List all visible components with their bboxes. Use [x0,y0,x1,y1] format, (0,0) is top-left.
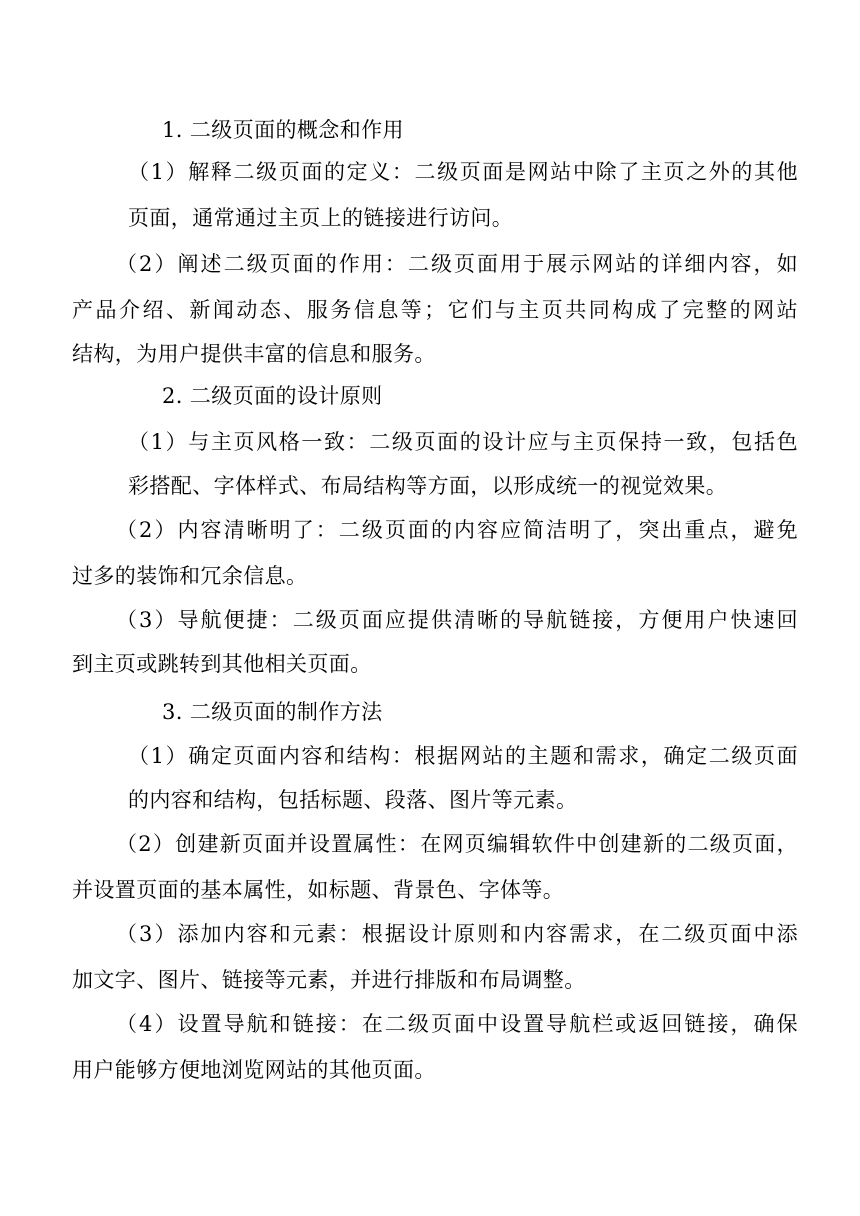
paragraph-line: （2）内容清晰明了：二级页面的内容应简洁明了，突出重点，避免 [116,518,798,542]
paragraph-line: （1）确定页面内容和结构：根据网站的主题和需求，确定二级页面 [128,744,798,768]
paragraph-line: （1）解释二级页面的定义：二级页面是网站中除了主页之外的其他 [128,160,798,184]
paragraph-line: 加文字、图片、链接等元素，并进行排版和布局调整。 [72,968,586,992]
paragraph-line: 产品介绍、新闻动态、服务信息等；它们与主页共同构成了完整的网站 [72,298,798,322]
paragraph-line: （1）与主页风格一致：二级页面的设计应与主页保持一致，包括色 [128,430,798,454]
paragraph-line: 用户能够方便地浏览网站的其他页面。 [72,1058,436,1082]
paragraph-line: 结构，为用户提供丰富的信息和服务。 [72,342,436,366]
paragraph-line: 的内容和结构，包括标题、段落、图片等元素。 [128,788,578,812]
section-heading: 1. 二级页面的概念和作用 [162,118,404,142]
section-heading: 2. 二级页面的设计原则 [162,384,383,408]
paragraph-line: （3）导航便捷：二级页面应提供清晰的导航链接，方便用户快速回 [116,608,798,632]
paragraph-line: （2）阐述二级页面的作用：二级页面用于展示网站的详细内容，如 [116,252,798,276]
paragraph-line: （4）设置导航和链接：在二级页面中设置导航栏或返回链接，确保 [116,1012,798,1036]
paragraph-line: 页面，通常通过主页上的链接进行访问。 [128,206,514,230]
section-heading: 3. 二级页面的制作方法 [162,700,383,724]
paragraph-line: 彩搭配、字体样式、布局结构等方面，以形成统一的视觉效果。 [128,474,728,498]
paragraph-line: （3）添加内容和元素：根据设计原则和内容需求，在二级页面中添 [116,922,798,946]
paragraph-line: 过多的装饰和冗余信息。 [72,564,308,588]
paragraph-line: 并设置页面的基本属性，如标题、背景色、字体等。 [72,878,565,902]
paragraph-line: （2）创建新页面并设置属性：在网页编辑软件中创建新的二级页面， [116,832,798,856]
paragraph-line: 到主页或跳转到其他相关页面。 [72,652,372,676]
